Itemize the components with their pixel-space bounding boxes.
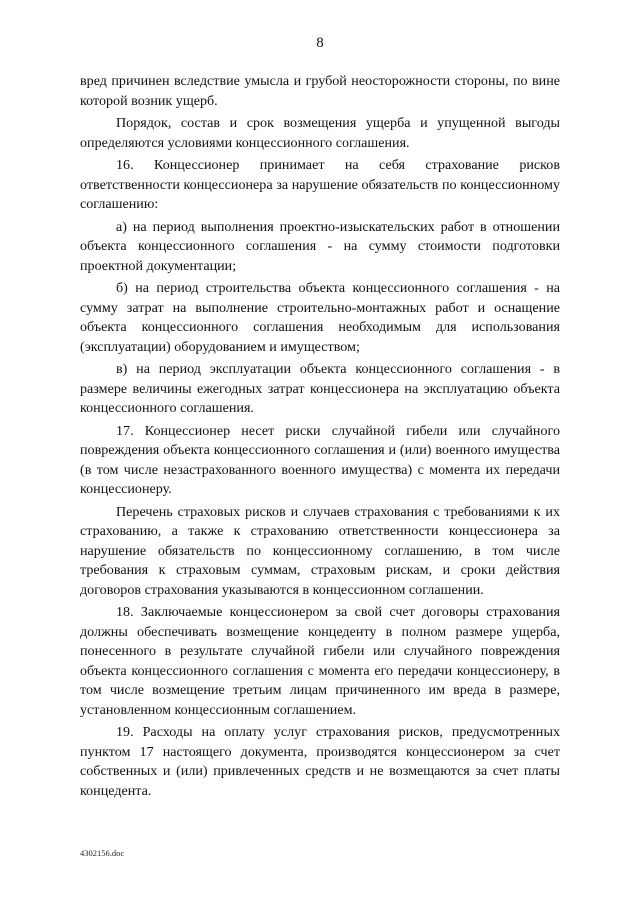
paragraph: Порядок, состав и срок возмещения ущерба и упущенной выгоды определяются условиями концессионного соглашения. (80, 115, 560, 151)
paragraph-subclause-a: а) на период выполнения проектно-изыскательских работ в отношении объекта концессионного соглашения - на сумму стоимости подготовки проектной документации; (80, 218, 560, 274)
paragraph-clause-18: 18. Заключаемые концессионером за свой счет договоры страхования должны обеспечивать возмещение концеденту в полном размере ущерба, понесенного в результате случайной гибели или случайного повреждения объекта концессионного соглашения с момента его передачи концессионеру, в том числе возмещение третьим лицам причиненного им вреда в размере, установленном концессионным соглашением. (80, 604, 560, 718)
file-name-footer: 4302156.doc (80, 848, 125, 858)
paragraph: Перечень страховых рисков и случаев страхования с требованиями к их страхованию, а также к страхованию ответственности концессионера за нарушение обязательств по концессионному соглашению, в том числе требования к страховым суммам, страховым рискам, и сроки действия договоров страхования указываются в концессионном соглашении. (80, 503, 560, 598)
paragraph-clause-19: 19. Расходы на оплату услуг страхования рисков, предусмотренных пунктом 17 настоящего документа, производятся концессионером за счет собственных и (или) привлеченных средств и не возмещаются за счет платы концедента. (80, 724, 560, 799)
paragraph-clause-17: 17. Концессионер несет риски случайной гибели или случайного повреждения объекта концессионного соглашения и (или) военного имущества (в том числе незастрахованного военного имущества) с момента их передачи концессионеру. (80, 422, 560, 497)
page-number: 8 (316, 35, 324, 51)
document-body (80, 72, 560, 804)
paragraph-clause-16: 16. Концессионер принимает на себя страхование рисков ответственности концессионера за нарушение обязательств по концессионному соглашению: (80, 157, 560, 212)
paragraph: вред причинен вследствие умысла и грубой неосторожности стороны, по вине которой возник ущерб. (80, 73, 560, 109)
paragraph-subclause-b: б) на период строительства объекта концессионного соглашения - на сумму затрат на выполнение строительно-монтажных работ и оснащение объекта концессионного соглашения необходимым для использования (эксплуатации) оборудованием и имуществом; (80, 280, 560, 355)
paragraph-subclause-v: в) на период эксплуатации объекта концессионного соглашения - в размере величины ежегодных затрат концессионера на эксплуатацию объекта концессионного соглашения. (80, 361, 560, 416)
